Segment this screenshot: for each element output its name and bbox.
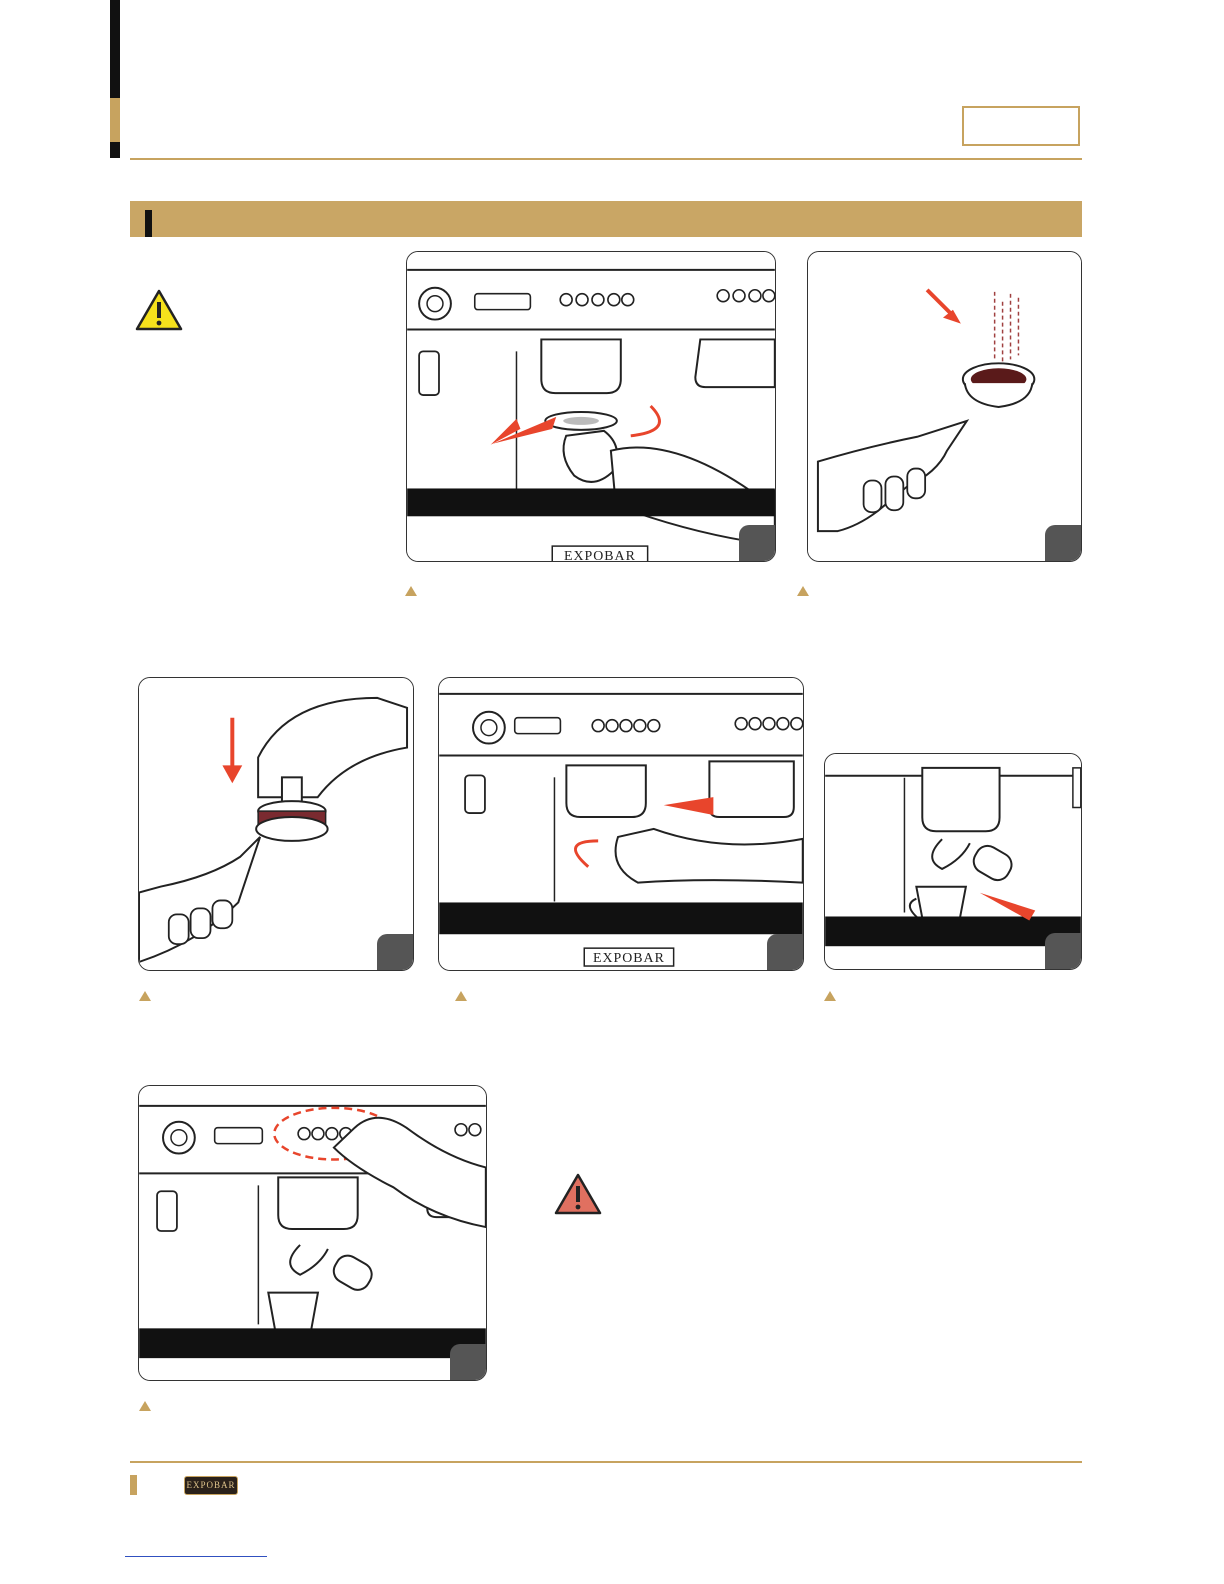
step-image-tamp-coffee bbox=[138, 677, 414, 971]
footer-brand-logo: EXPOBAR bbox=[184, 1476, 238, 1495]
step-image-place-cup bbox=[824, 753, 1082, 970]
illustration-fill-coffee bbox=[808, 252, 1081, 561]
warning-triangle-icon bbox=[134, 288, 184, 332]
footer-link-underline[interactable] bbox=[125, 1556, 267, 1557]
danger-triangle-icon bbox=[553, 1172, 603, 1216]
sidebar-bar-bottom bbox=[110, 142, 120, 158]
step-number-badge bbox=[739, 525, 775, 561]
chapter-box bbox=[962, 106, 1080, 146]
caption-caret-icon bbox=[455, 991, 467, 1001]
footer-marker bbox=[130, 1475, 137, 1495]
footer-divider bbox=[130, 1461, 1082, 1463]
illustration-press-dose-button bbox=[139, 1086, 486, 1380]
step-number-badge bbox=[377, 934, 413, 970]
step-image-insert-portafilter bbox=[438, 677, 804, 971]
step-number-badge bbox=[1045, 525, 1081, 561]
caption-caret-icon bbox=[405, 586, 417, 596]
illustration-remove-portafilter bbox=[407, 252, 775, 561]
illustration-insert-portafilter bbox=[439, 678, 803, 970]
illustration-tamp-coffee bbox=[139, 678, 413, 970]
section-heading-marker bbox=[145, 210, 152, 237]
step-image-press-dose-button bbox=[138, 1085, 487, 1381]
sidebar-bar-gold bbox=[110, 98, 120, 142]
step-number-badge bbox=[767, 934, 803, 970]
caption-caret-icon bbox=[139, 991, 151, 1001]
step-image-fill-coffee bbox=[807, 251, 1082, 562]
step-number-badge bbox=[1045, 933, 1081, 969]
section-heading-band bbox=[130, 201, 1082, 237]
machine-plate-text: EXPOBAR bbox=[593, 951, 665, 967]
caption-caret-icon bbox=[139, 1401, 151, 1411]
machine-plate-text: EXPOBAR bbox=[564, 549, 636, 561]
illustration-place-cup bbox=[825, 754, 1081, 969]
header-divider bbox=[130, 158, 1082, 160]
sidebar-bar-top bbox=[110, 0, 120, 98]
caption-caret-icon bbox=[824, 991, 836, 1001]
caption-caret-icon bbox=[797, 586, 809, 596]
step-image-remove-portafilter bbox=[406, 251, 776, 562]
step-number-badge bbox=[450, 1344, 486, 1380]
